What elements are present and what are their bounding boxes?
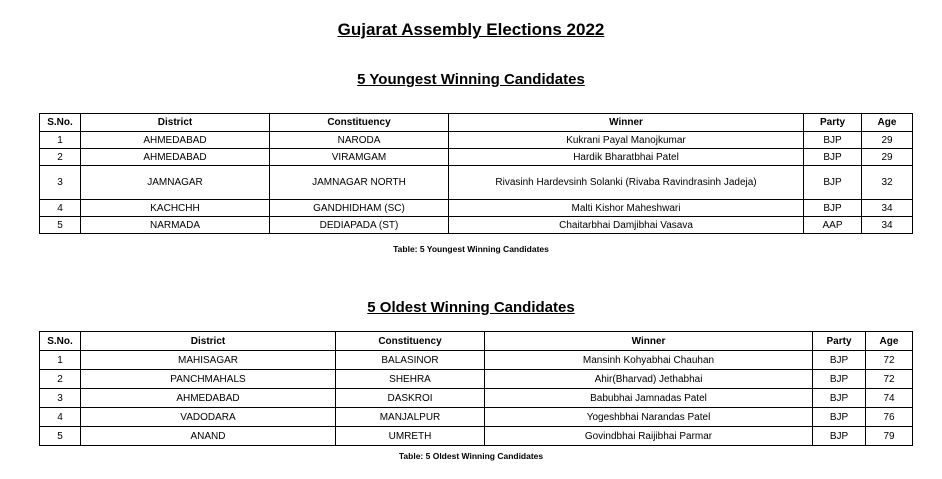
cell-sno: 1: [40, 132, 81, 149]
cell-district: AHMEDABAD: [81, 389, 336, 408]
cell-age: 72: [866, 370, 913, 389]
cell-sno: 3: [40, 389, 81, 408]
oldest-table: [39, 331, 913, 446]
cell-district: JAMNAGAR: [81, 166, 270, 200]
column-header-sno: S.No.: [40, 332, 81, 351]
column-header-constituency: Constituency: [336, 332, 485, 351]
column-header-winner: Winner: [485, 332, 813, 351]
cell-winner: Rivasinh Hardevsinh Solanki (Rivaba Ravindrasinh Jadeja): [449, 166, 804, 200]
column-header-sno: S.No.: [40, 114, 81, 132]
cell-age: 29: [862, 132, 913, 149]
cell-district: KACHCHH: [81, 200, 270, 217]
cell-party: BJP: [813, 389, 866, 408]
cell-constituency: MANJALPUR: [336, 408, 485, 427]
cell-constituency: JAMNAGAR NORTH: [270, 166, 449, 200]
cell-age: 72: [866, 351, 913, 370]
cell-constituency: NARODA: [270, 132, 449, 149]
table-row: [40, 427, 913, 446]
cell-sno: 2: [40, 370, 81, 389]
cell-district: PANCHMAHALS: [81, 370, 336, 389]
oldest-table-caption: Table: 5 Oldest Winning Candidates: [398, 451, 544, 461]
cell-winner: Babubhai Jamnadas Patel: [485, 389, 813, 408]
cell-district: NARMADA: [81, 217, 270, 234]
cell-winner: Ahir(Bharvad) Jethabhai: [485, 370, 813, 389]
cell-party: AAP: [804, 217, 862, 234]
cell-party: BJP: [813, 427, 866, 446]
cell-age: 34: [862, 200, 913, 217]
cell-sno: 2: [40, 149, 81, 166]
cell-party: BJP: [813, 370, 866, 389]
cell-winner: Mansinh Kohyabhai Chauhan: [485, 351, 813, 370]
cell-constituency: GANDHIDHAM (SC): [270, 200, 449, 217]
cell-party: BJP: [804, 166, 862, 200]
cell-age: 79: [866, 427, 913, 446]
cell-district: VADODARA: [81, 408, 336, 427]
cell-district: MAHISAGAR: [81, 351, 336, 370]
column-header-party: Party: [804, 114, 862, 132]
cell-constituency: BALASINOR: [336, 351, 485, 370]
document-title: Gujarat Assembly Elections 2022: [337, 20, 605, 39]
cell-constituency: SHEHRA: [336, 370, 485, 389]
cell-winner: Chaitarbhai Damjibhai Vasava: [449, 217, 804, 234]
cell-party: BJP: [804, 200, 862, 217]
cell-sno: 4: [40, 408, 81, 427]
cell-party: BJP: [804, 149, 862, 166]
cell-party: BJP: [813, 351, 866, 370]
cell-constituency: UMRETH: [336, 427, 485, 446]
cell-sno: 3: [40, 166, 81, 200]
table-row: [40, 408, 913, 427]
cell-district: AHMEDABAD: [81, 132, 270, 149]
youngest-table-caption: Table: 5 Youngest Winning Candidates: [393, 244, 549, 254]
table-row: [40, 200, 913, 217]
cell-party: BJP: [813, 408, 866, 427]
table-row: [40, 166, 913, 200]
cell-sno: 5: [40, 217, 81, 234]
cell-age: 34: [862, 217, 913, 234]
cell-winner: Malti Kishor Maheshwari: [449, 200, 804, 217]
table-header-row: [40, 114, 913, 132]
column-header-district: District: [81, 332, 336, 351]
column-header-district: District: [81, 114, 270, 132]
cell-district: AHMEDABAD: [81, 149, 270, 166]
cell-winner: Kukrani Payal Manojkumar: [449, 132, 804, 149]
cell-winner: Govindbhai Raijibhai Parmar: [485, 427, 813, 446]
cell-constituency: VIRAMGAM: [270, 149, 449, 166]
column-header-age: Age: [862, 114, 913, 132]
table-row: [40, 217, 913, 234]
table-row: [40, 351, 913, 370]
oldest-heading: 5 Oldest Winning Candidates: [367, 299, 575, 316]
table-row: [40, 370, 913, 389]
cell-age: 29: [862, 149, 913, 166]
column-header-party: Party: [813, 332, 866, 351]
cell-constituency: DEDIAPADA (ST): [270, 217, 449, 234]
cell-sno: 5: [40, 427, 81, 446]
column-header-constituency: Constituency: [270, 114, 449, 132]
cell-constituency: DASKROI: [336, 389, 485, 408]
table-row: [40, 132, 913, 149]
cell-sno: 4: [40, 200, 81, 217]
youngest-table: [39, 113, 913, 234]
cell-age: 76: [866, 408, 913, 427]
cell-winner: Hardik Bharatbhai Patel: [449, 149, 804, 166]
cell-age: 32: [862, 166, 913, 200]
column-header-age: Age: [866, 332, 913, 351]
table-row: [40, 149, 913, 166]
cell-district: ANAND: [81, 427, 336, 446]
cell-party: BJP: [804, 132, 862, 149]
cell-winner: Yogeshbhai Narandas Patel: [485, 408, 813, 427]
column-header-winner: Winner: [449, 114, 804, 132]
table-header-row: [40, 332, 913, 351]
youngest-heading: 5 Youngest Winning Candidates: [357, 71, 585, 88]
cell-sno: 1: [40, 351, 81, 370]
cell-age: 74: [866, 389, 913, 408]
table-row: [40, 389, 913, 408]
